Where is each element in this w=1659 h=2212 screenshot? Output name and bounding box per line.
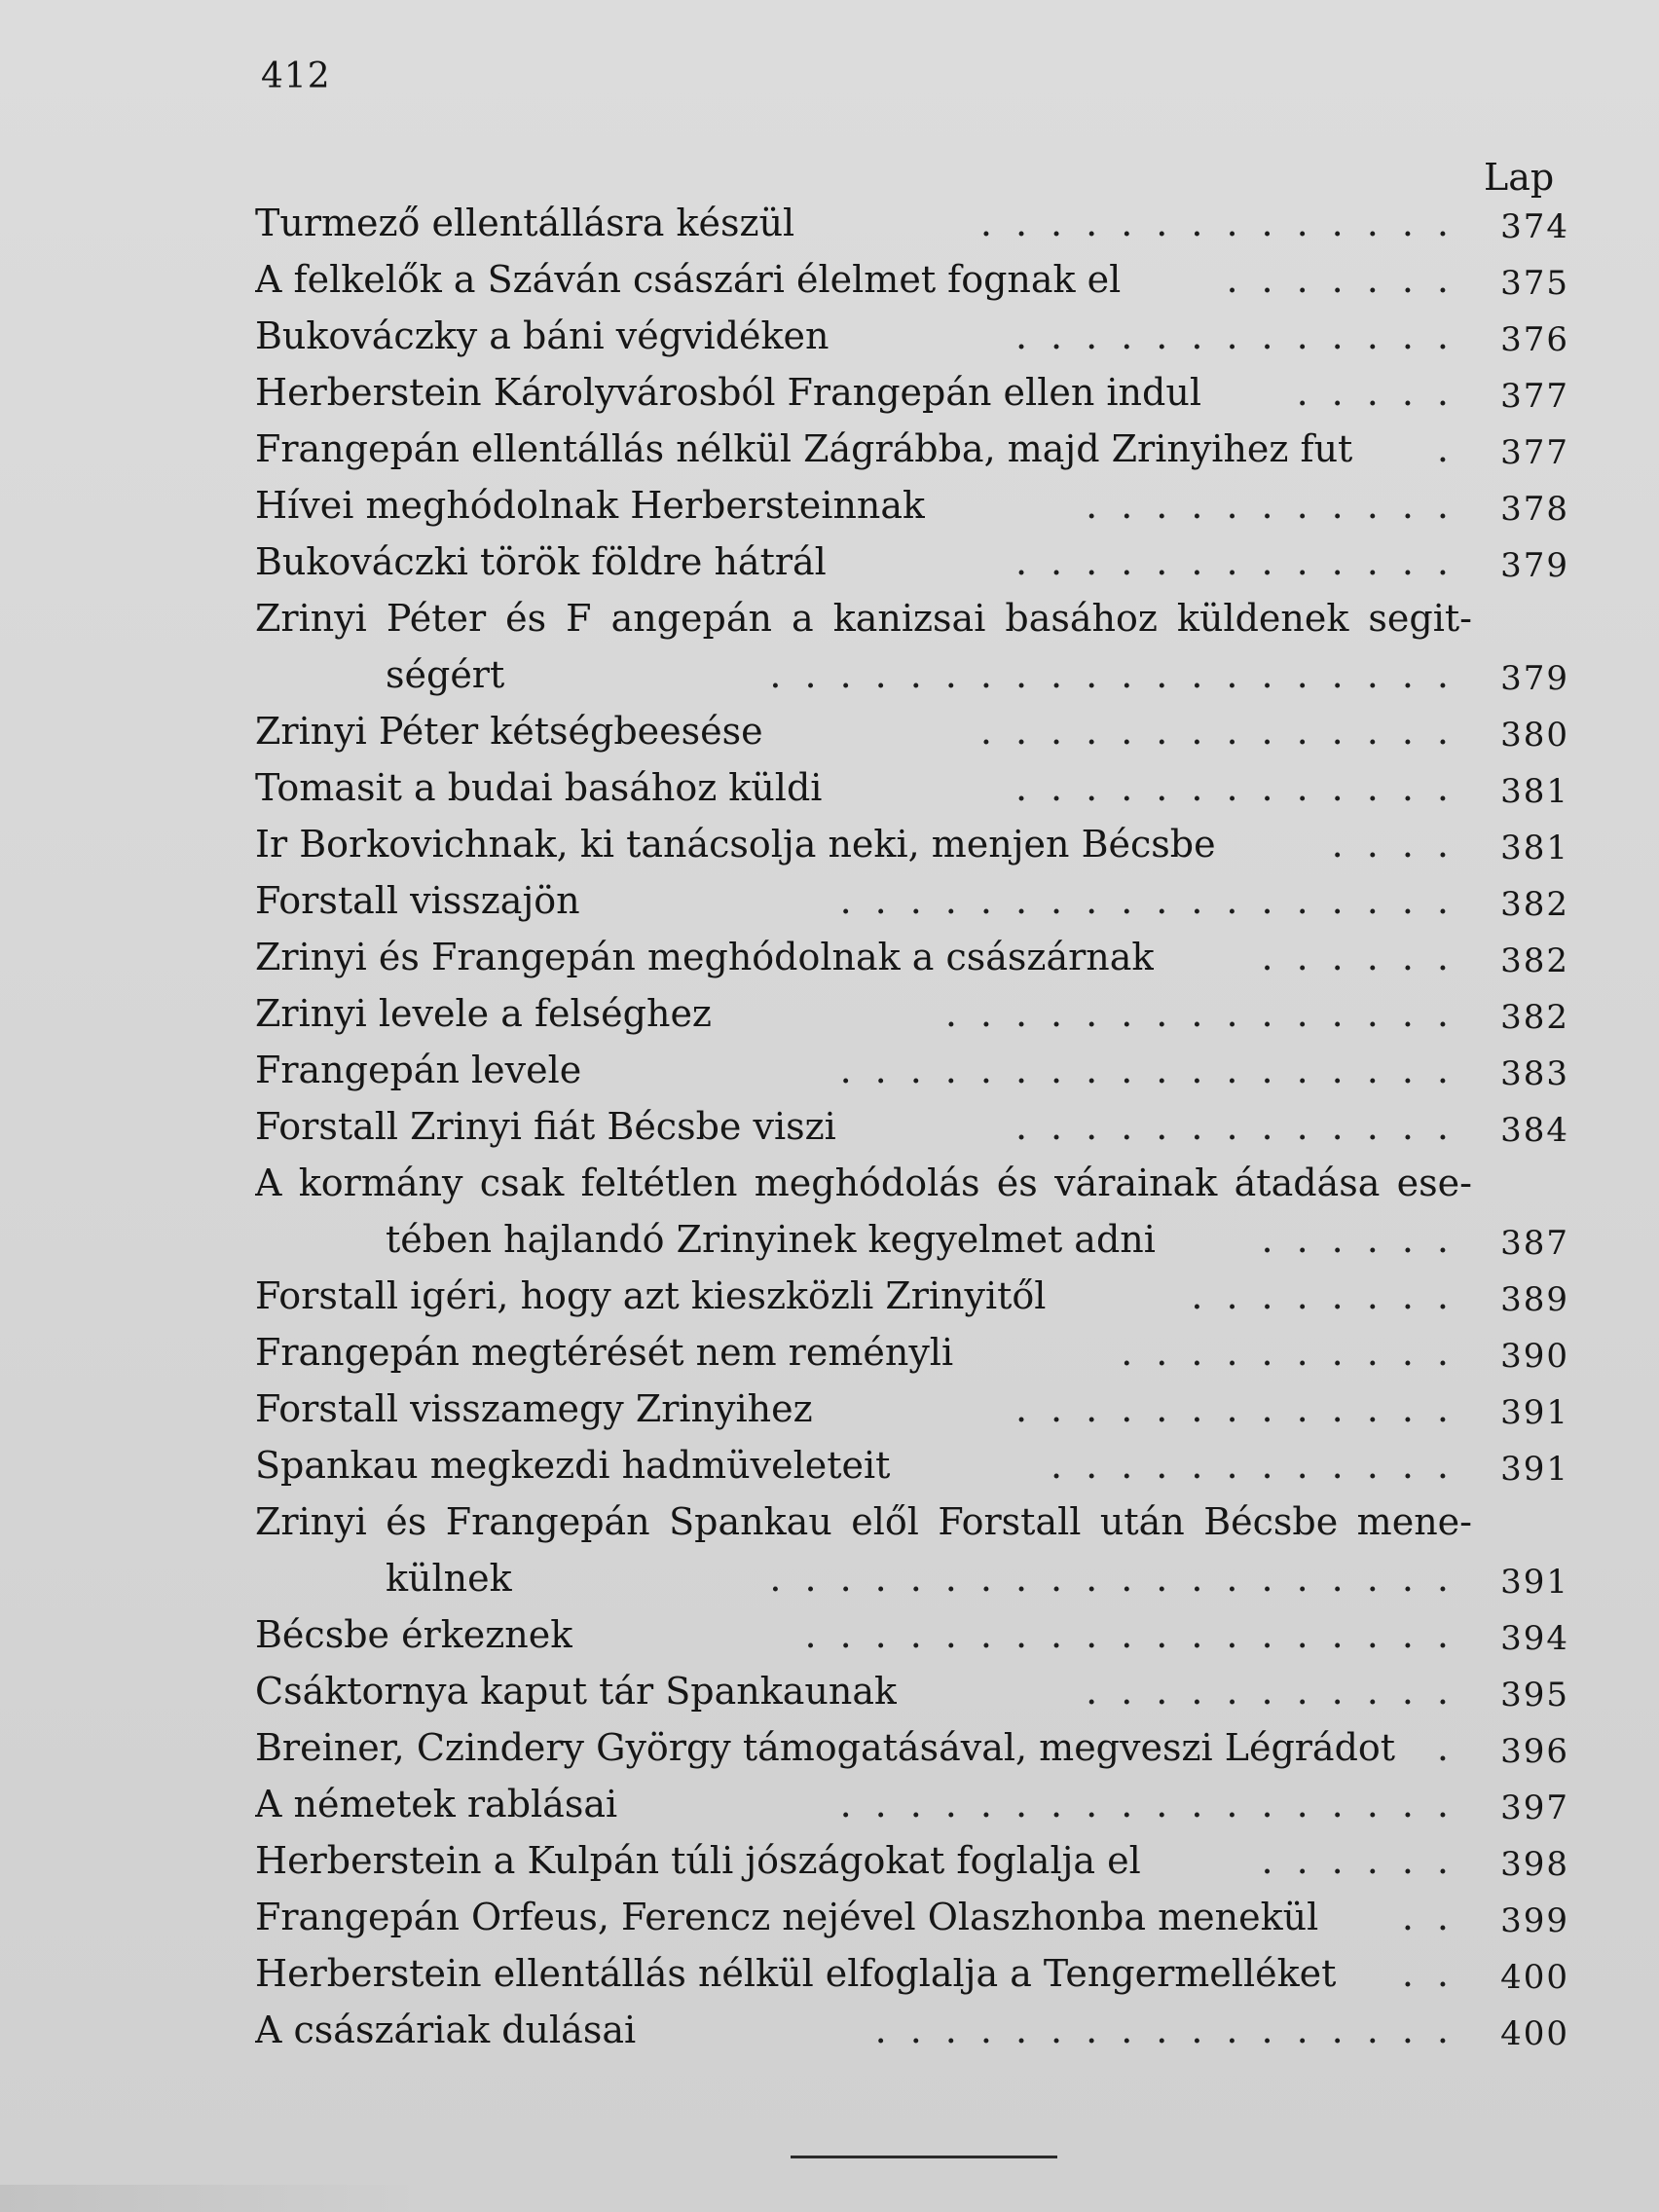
dot-leader: ............ [1051,1444,1472,1487]
toc-entry-title: Hívei meghódolnak Herbersteinnak [255,484,926,527]
toc-entry-title: Frangepán ellentállás nélkül Zágrábba, majd Zrinyihez fut [255,427,1353,470]
toc-entry-title: Forstall Zrinyi fiát Bécsbe viszi [255,1105,836,1148]
toc-entry-title: Spankau megkezdi hadmüveleteit [255,1444,891,1487]
toc-entry [255,251,1569,308]
toc-entry-title: Zrinyi Péter kétségbeesése [255,710,763,753]
toc-entry-title: tében hajlandó Zrinyinek kegyelmet adni [386,1218,1156,1261]
toc-entry-title: Frangepán Orfeus, Ferencz nejével Olaszhonba menekül [255,1896,1319,1938]
dot-leader: . [1436,427,1472,470]
toc-entry-title: Bukováczky a báni végvidéken [255,314,830,357]
toc-entry-page: 375 [1500,264,1569,303]
toc-entry-title: Herberstein ellentállás nélkül elfoglalja a Tengermelléket [255,1952,1337,1995]
toc-entry-title: Ir Borkovichnak, ki tanácsolja neki, menjen Bécsbe [255,823,1216,866]
toc-entry [255,929,1569,985]
table-of-contents [255,195,1569,2058]
toc-entry-page: 382 [1500,885,1569,924]
toc-entry-title: A felkelők a Száván császári élelmet fognak el [255,258,1122,301]
dot-leader: ...... [1261,1218,1472,1261]
dot-leader: ...... [1261,1839,1472,1882]
toc-entry-title: Zrinyi és Frangepán meghódolnak a császárnak [255,936,1155,978]
toc-entry-page: 397 [1500,1788,1569,1827]
toc-entry [255,985,1569,1042]
toc-entry-page: 389 [1500,1280,1569,1319]
toc-entry-title: külnek [386,1557,512,1600]
dot-leader: . [1436,1726,1472,1769]
toc-entry-title: Frangepán megtérését nem reményli [255,1331,954,1374]
dot-leader: ........ [1191,1274,1472,1317]
toc-entry-title: A császáriak dulásai [255,2009,637,2051]
toc-entry-title: A németek rablásai [255,1783,618,1825]
toc-entry-title: Herberstein a Kulpán túli jószágokat foglalja el [255,1839,1141,1882]
dot-leader: .................... [769,653,1472,696]
toc-entry-title-line1: Zrinyi Péter és F angepán a kanizsai basához küldenek segit- [255,597,1472,640]
toc-entry-page: 391 [1500,1393,1569,1432]
toc-entry [255,1719,1569,1776]
dot-leader: ........... [1086,1670,1472,1713]
toc-entry-page: 395 [1500,1676,1569,1714]
dot-leader: ....... [1226,258,1472,301]
toc-entry [255,1324,1569,1381]
toc-entry [255,195,1569,251]
toc-entry-title: Breiner, Czindery György támogatásával, megveszi Légrádot [255,1726,1396,1769]
toc-entry-page: 400 [1500,2014,1569,2053]
dot-leader: .............. [979,202,1472,244]
toc-entry [255,1832,1569,1889]
toc-entry [255,1493,1569,1606]
toc-entry-title: Turmező ellentállásra készül [255,202,795,244]
toc-entry-page: 382 [1500,941,1569,980]
dot-leader: ............. [1014,1387,1472,1430]
dot-leader: .. [1401,1896,1472,1938]
closing-rule [791,2156,1057,2158]
toc-entry [255,1268,1569,1324]
toc-entry-page: 380 [1500,716,1569,755]
toc-entry-page: 377 [1500,377,1569,416]
dot-leader: ............. [1014,766,1472,809]
toc-entry [255,872,1569,929]
toc-entry-page: 379 [1500,546,1569,585]
dot-leader: .................. [839,1049,1472,1091]
toc-entry-title: Forstall visszajön [255,879,580,922]
toc-entry-page: 378 [1500,490,1569,529]
toc-entry-page: 387 [1500,1224,1569,1263]
dot-leader: ............. [1014,314,1472,357]
toc-entry [255,816,1569,872]
toc-entry [255,590,1569,703]
toc-entry-title: Bukováczki török földre hátrál [255,540,827,583]
toc-entry [255,1437,1569,1493]
toc-entry-page: 377 [1500,433,1569,472]
dot-leader: .............. [979,710,1472,753]
toc-entry [255,1155,1569,1268]
toc-entry-page: 381 [1500,772,1569,811]
toc-entry [255,1945,1569,2002]
toc-entry [255,421,1569,477]
toc-entry-title-line1: Zrinyi és Frangepán Spankau elől Forstall után Bécsbe mene- [255,1500,1472,1543]
dot-leader: ............... [944,992,1472,1035]
toc-entry-title: Bécsbe érkeznek [255,1613,573,1656]
dot-leader: .................. [839,1783,1472,1825]
dot-leader: ........... [1086,484,1472,527]
toc-entry [255,759,1569,816]
toc-entry [255,1606,1569,1663]
toc-entry-page: 381 [1500,829,1569,867]
toc-entry-page: 396 [1500,1732,1569,1771]
dot-leader: ............. [1014,1105,1472,1148]
page-number: 412 [261,56,331,96]
toc-entry-page: 400 [1500,1958,1569,1997]
toc-entry [255,1776,1569,1832]
toc-entry-title: Csáktornya kaput tár Spankaunak [255,1670,898,1713]
page-column-header: Lap [1484,156,1555,199]
toc-entry-title: Forstall igéri, hogy azt kieszközli Zrinyitől [255,1274,1047,1317]
toc-entry [255,2002,1569,2058]
dot-leader: ...... [1261,936,1472,978]
toc-entry-title: Tomasit a budai basához küldi [255,766,823,809]
dot-leader: .................... [769,1557,1472,1600]
toc-entry [255,308,1569,364]
toc-entry-page: 391 [1500,1563,1569,1602]
toc-entry [255,1889,1569,1945]
toc-entry [255,1381,1569,1437]
dot-leader: .. [1401,1952,1472,1995]
toc-entry [255,477,1569,534]
toc-entry-page: 391 [1500,1450,1569,1489]
dot-leader: .................. [839,879,1472,922]
toc-entry-title: Herberstein Károlyvárosból Frangepán ellen indul [255,371,1201,414]
toc-entry-page: 384 [1500,1111,1569,1150]
dot-leader: ................. [874,2009,1472,2051]
dot-leader: .... [1331,823,1472,866]
toc-entry-page: 382 [1500,998,1569,1037]
dot-leader: ............. [1014,540,1472,583]
toc-entry-page: 376 [1500,320,1569,359]
toc-entry-page: 394 [1500,1619,1569,1658]
page-edge-shadow [0,2185,409,2212]
toc-entry-page: 390 [1500,1337,1569,1376]
toc-entry [255,1663,1569,1719]
toc-entry [255,364,1569,421]
toc-entry [255,1042,1569,1098]
toc-entry [255,534,1569,590]
toc-entry-title-line1: A kormány csak feltétlen meghódolás és várainak átadása ese- [255,1161,1472,1204]
toc-entry-page: 399 [1500,1901,1569,1940]
dot-leader: ..... [1296,371,1472,414]
toc-entry-title: Frangepán levele [255,1049,582,1091]
dot-leader: ................... [804,1613,1472,1656]
toc-entry-title: ségért [386,653,505,696]
toc-entry-page: 379 [1500,659,1569,698]
toc-entry-page: 383 [1500,1054,1569,1093]
toc-entry-title: Zrinyi levele a felséghez [255,992,712,1035]
toc-entry-title: Forstall visszamegy Zrinyihez [255,1387,813,1430]
toc-entry [255,703,1569,759]
toc-entry-page: 374 [1500,207,1569,246]
toc-entry [255,1098,1569,1155]
dot-leader: .......... [1121,1331,1472,1374]
toc-entry-page: 398 [1500,1845,1569,1884]
